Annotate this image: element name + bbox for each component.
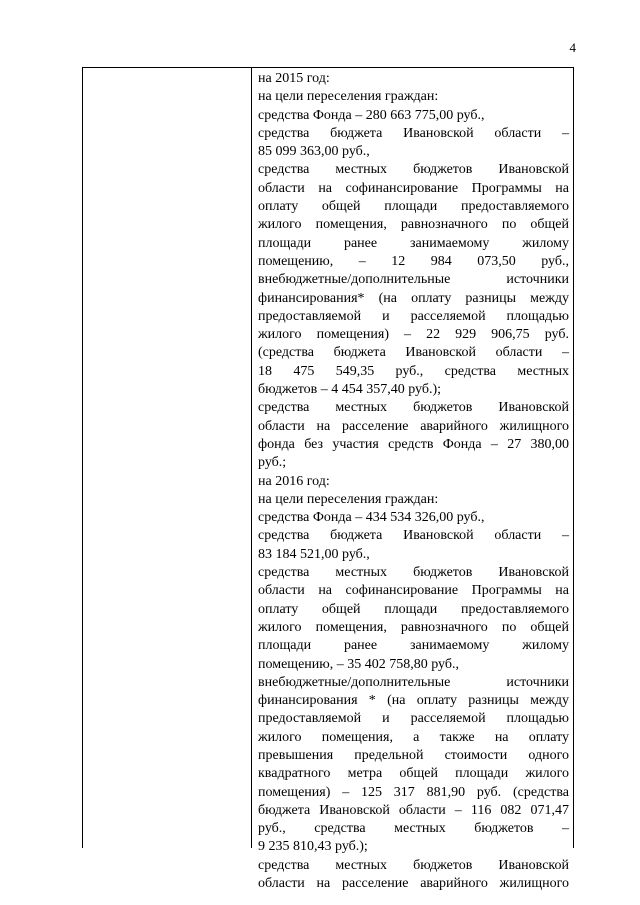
text-line: бюджетов – 4 454 357,40 руб.);: [258, 382, 442, 398]
text-line: на 2016 год:: [258, 473, 330, 489]
text-line: на цели переселения граждан:: [258, 491, 439, 507]
text-line: предоставляемой и расселяемой площадью: [258, 308, 569, 324]
text-line: средства местных бюджетов Ивановской: [258, 162, 569, 178]
text-line: превышения предельной стоимости одного: [258, 747, 569, 763]
text-line: жилого помещения, равнозначного по общей: [258, 619, 569, 635]
text-line: 85 099 363,00 руб.,: [258, 144, 370, 160]
text-line: помещению, – 12 984 073,50 руб.,: [258, 253, 569, 269]
text-line: 18 475 549,35 руб., средства местных: [258, 363, 569, 379]
text-line: средства бюджета Ивановской области –: [258, 528, 569, 544]
text-line: 9 235 810,43 руб.);: [258, 839, 368, 855]
text-line: (средства бюджета Ивановской области –: [258, 345, 569, 361]
text-line: площади ранее занимаемому жилому: [258, 235, 569, 251]
text-line: помещения) – 125 317 881,90 руб. (средства: [258, 784, 569, 800]
text-line: руб.;: [258, 455, 287, 471]
text-line: предоставляемой и расселяемой площадью: [258, 711, 569, 727]
text-line: площади ранее занимаемому жилому: [258, 638, 569, 654]
text-line: руб., средства местных бюджетов –: [258, 821, 569, 837]
text-line: на цели переселения граждан:: [258, 89, 439, 105]
text-line: фонда без участия средств Фонда – 27 380,00: [258, 436, 569, 452]
funding-table: [82, 67, 574, 892]
text-line: бюджета Ивановской области – 116 082 071,47: [258, 802, 569, 818]
text-line: квадратного метра общей площади жилого: [258, 766, 569, 782]
text-line: области на софинансирование Программы на: [258, 180, 569, 196]
page-number: 4: [569, 40, 576, 55]
text-line: помещению, – 35 402 758,80 руб.,: [258, 656, 459, 672]
text-line: средства местных бюджетов Ивановской: [258, 400, 569, 416]
text-line: на 2015 год:: [258, 71, 330, 86]
text-line: внебюджетные/дополнительные источники: [258, 674, 569, 690]
text-line: средства местных бюджетов Ивановской: [258, 565, 569, 581]
table-right-cell: [252, 68, 573, 892]
text-line: области на расселение аварийного жилищного: [258, 876, 569, 892]
text-line: 83 184 521,00 руб.,: [258, 546, 370, 562]
text-line: оплату общей площади предоставляемого: [258, 601, 569, 617]
text-line: области на расселение аварийного жилищного: [258, 418, 569, 434]
text-line: жилого помещения, равнозначного по общей: [258, 217, 569, 233]
table-left-cell: [83, 68, 252, 848]
text-line: средства Фонда – 434 534 326,00 руб.,: [258, 510, 485, 526]
text-line: средства Фонда – 280 663 775,00 руб.,: [258, 107, 485, 123]
text-line: финансирования * (на оплату разницы между: [258, 693, 569, 709]
text-line: оплату общей площади предоставляемого: [258, 199, 569, 215]
text-line: средства бюджета Ивановской области –: [258, 125, 569, 141]
text-line: финансирования* (на оплату разницы между: [258, 290, 569, 306]
text-line: средства местных бюджетов Ивановской: [258, 857, 569, 873]
text-line: внебюджетные/дополнительные источники: [258, 272, 569, 288]
text-line: жилого помещения, а также на оплату: [258, 729, 569, 745]
text-line: области на софинансирование Программы на: [258, 583, 569, 599]
text-line: жилого помещения) – 22 929 906,75 руб.: [258, 327, 569, 343]
